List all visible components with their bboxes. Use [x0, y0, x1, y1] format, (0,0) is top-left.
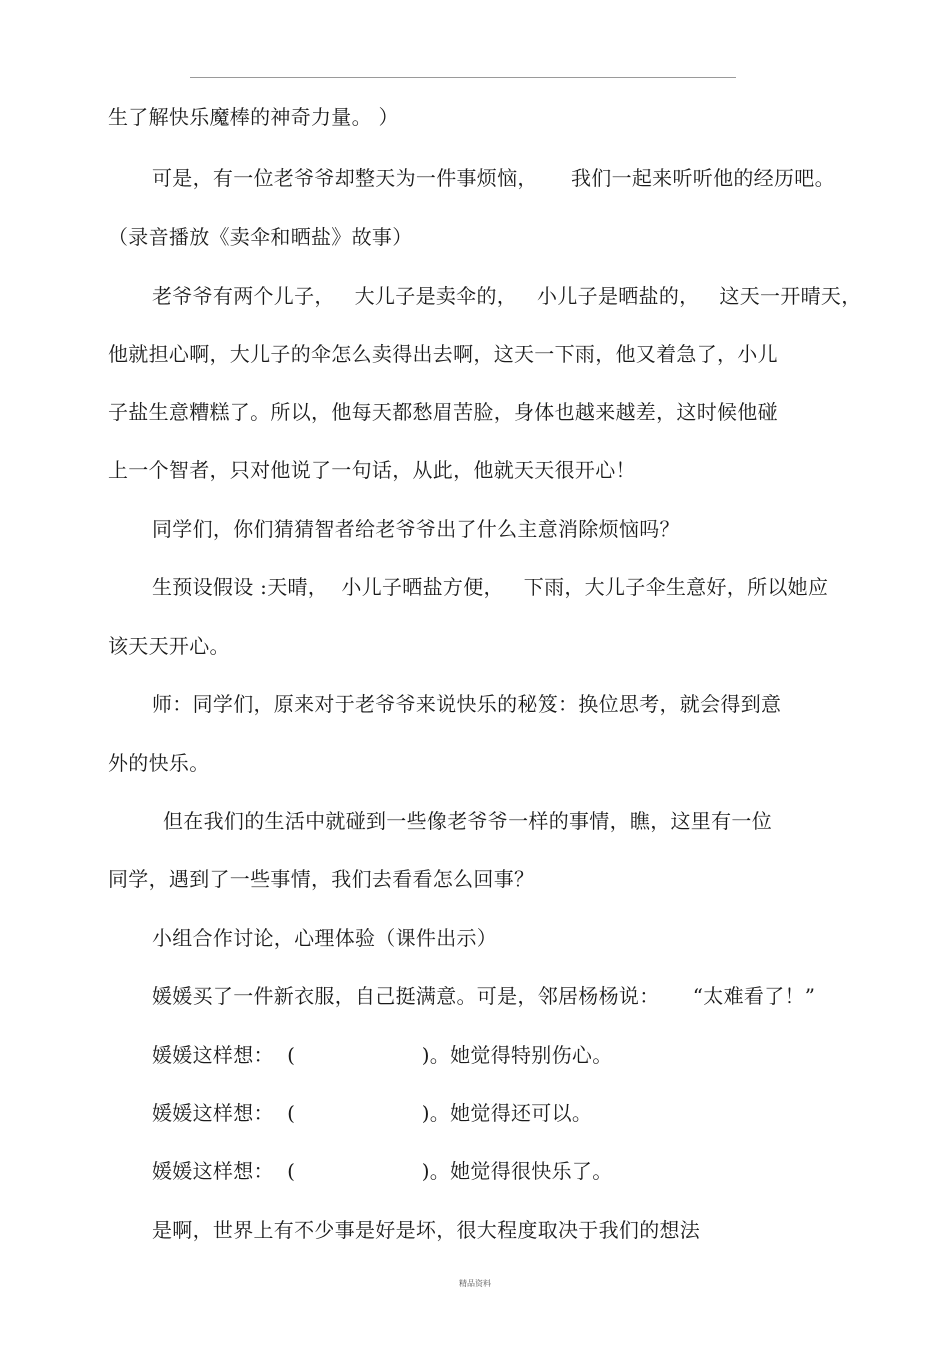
text-line: 小组合作讨论，心理体验（课件出示）	[152, 926, 498, 950]
text-line: 老爷爷有两个儿子， 大儿子是卖伞的， 小儿子是晒盐的， 这天一开晴天，	[152, 284, 862, 308]
text-line: 媛媛这样想： ( )。她觉得特别伤心。	[152, 1043, 613, 1067]
text-line: 媛媛买了一件新衣服，自己挺满意。可是，邻居杨杨说： “太难看了！”	[152, 984, 816, 1008]
text-line: （录音播放《卖伞和晒盐》故事）	[108, 225, 413, 249]
text-line: 师：同学们，原来对于老爷爷来说快乐的秘笈：换位思考，就会得到意	[152, 692, 782, 716]
page-footer: 精品资料	[459, 1279, 491, 1288]
text-line: 子盐生意糟糕了。所以，他每天都愁眉苦脸，身体也越来越差，这时候他碰	[108, 400, 778, 424]
text-line: 但在我们的生活中就碰到一些像老爷爷一样的事情，瞧，这里有一位	[163, 809, 772, 833]
text-line: 外的快乐。	[108, 751, 210, 775]
text-line: 媛媛这样想： ( )。她觉得还可以。	[152, 1101, 593, 1125]
text-line: 他就担心啊，大儿子的伞怎么卖得出去啊，这天一下雨，他又着急了，小儿	[108, 342, 778, 366]
text-line: 上一个智者，只对他说了一句话，从此，他就天天很开心！	[108, 458, 636, 482]
text-line: 同学们，你们猜猜智者给老爷爷出了什么主意消除烦恼吗？	[152, 517, 680, 541]
header-rule	[190, 77, 736, 78]
text-line: 同学，遇到了一些事情，我们去看看怎么回事？	[108, 867, 535, 891]
text-line: 媛媛这样想： ( )。她觉得很快乐了。	[152, 1159, 613, 1183]
text-line: 该天天开心。	[108, 634, 230, 658]
text-line: 可是，有一位老爷爷却整天为一件事烦恼， 我们一起来听听他的经历吧。	[152, 166, 835, 190]
text-line: 是啊，世界上有不少事是好是坏，很大程度取决于我们的想法	[152, 1218, 701, 1242]
text-line: 生预设假设 :天晴， 小儿子晒盐方便， 下雨，大儿子伞生意好，所以她应	[152, 575, 829, 599]
text-line: 生了解快乐魔棒的神奇力量。 ）	[108, 105, 399, 129]
